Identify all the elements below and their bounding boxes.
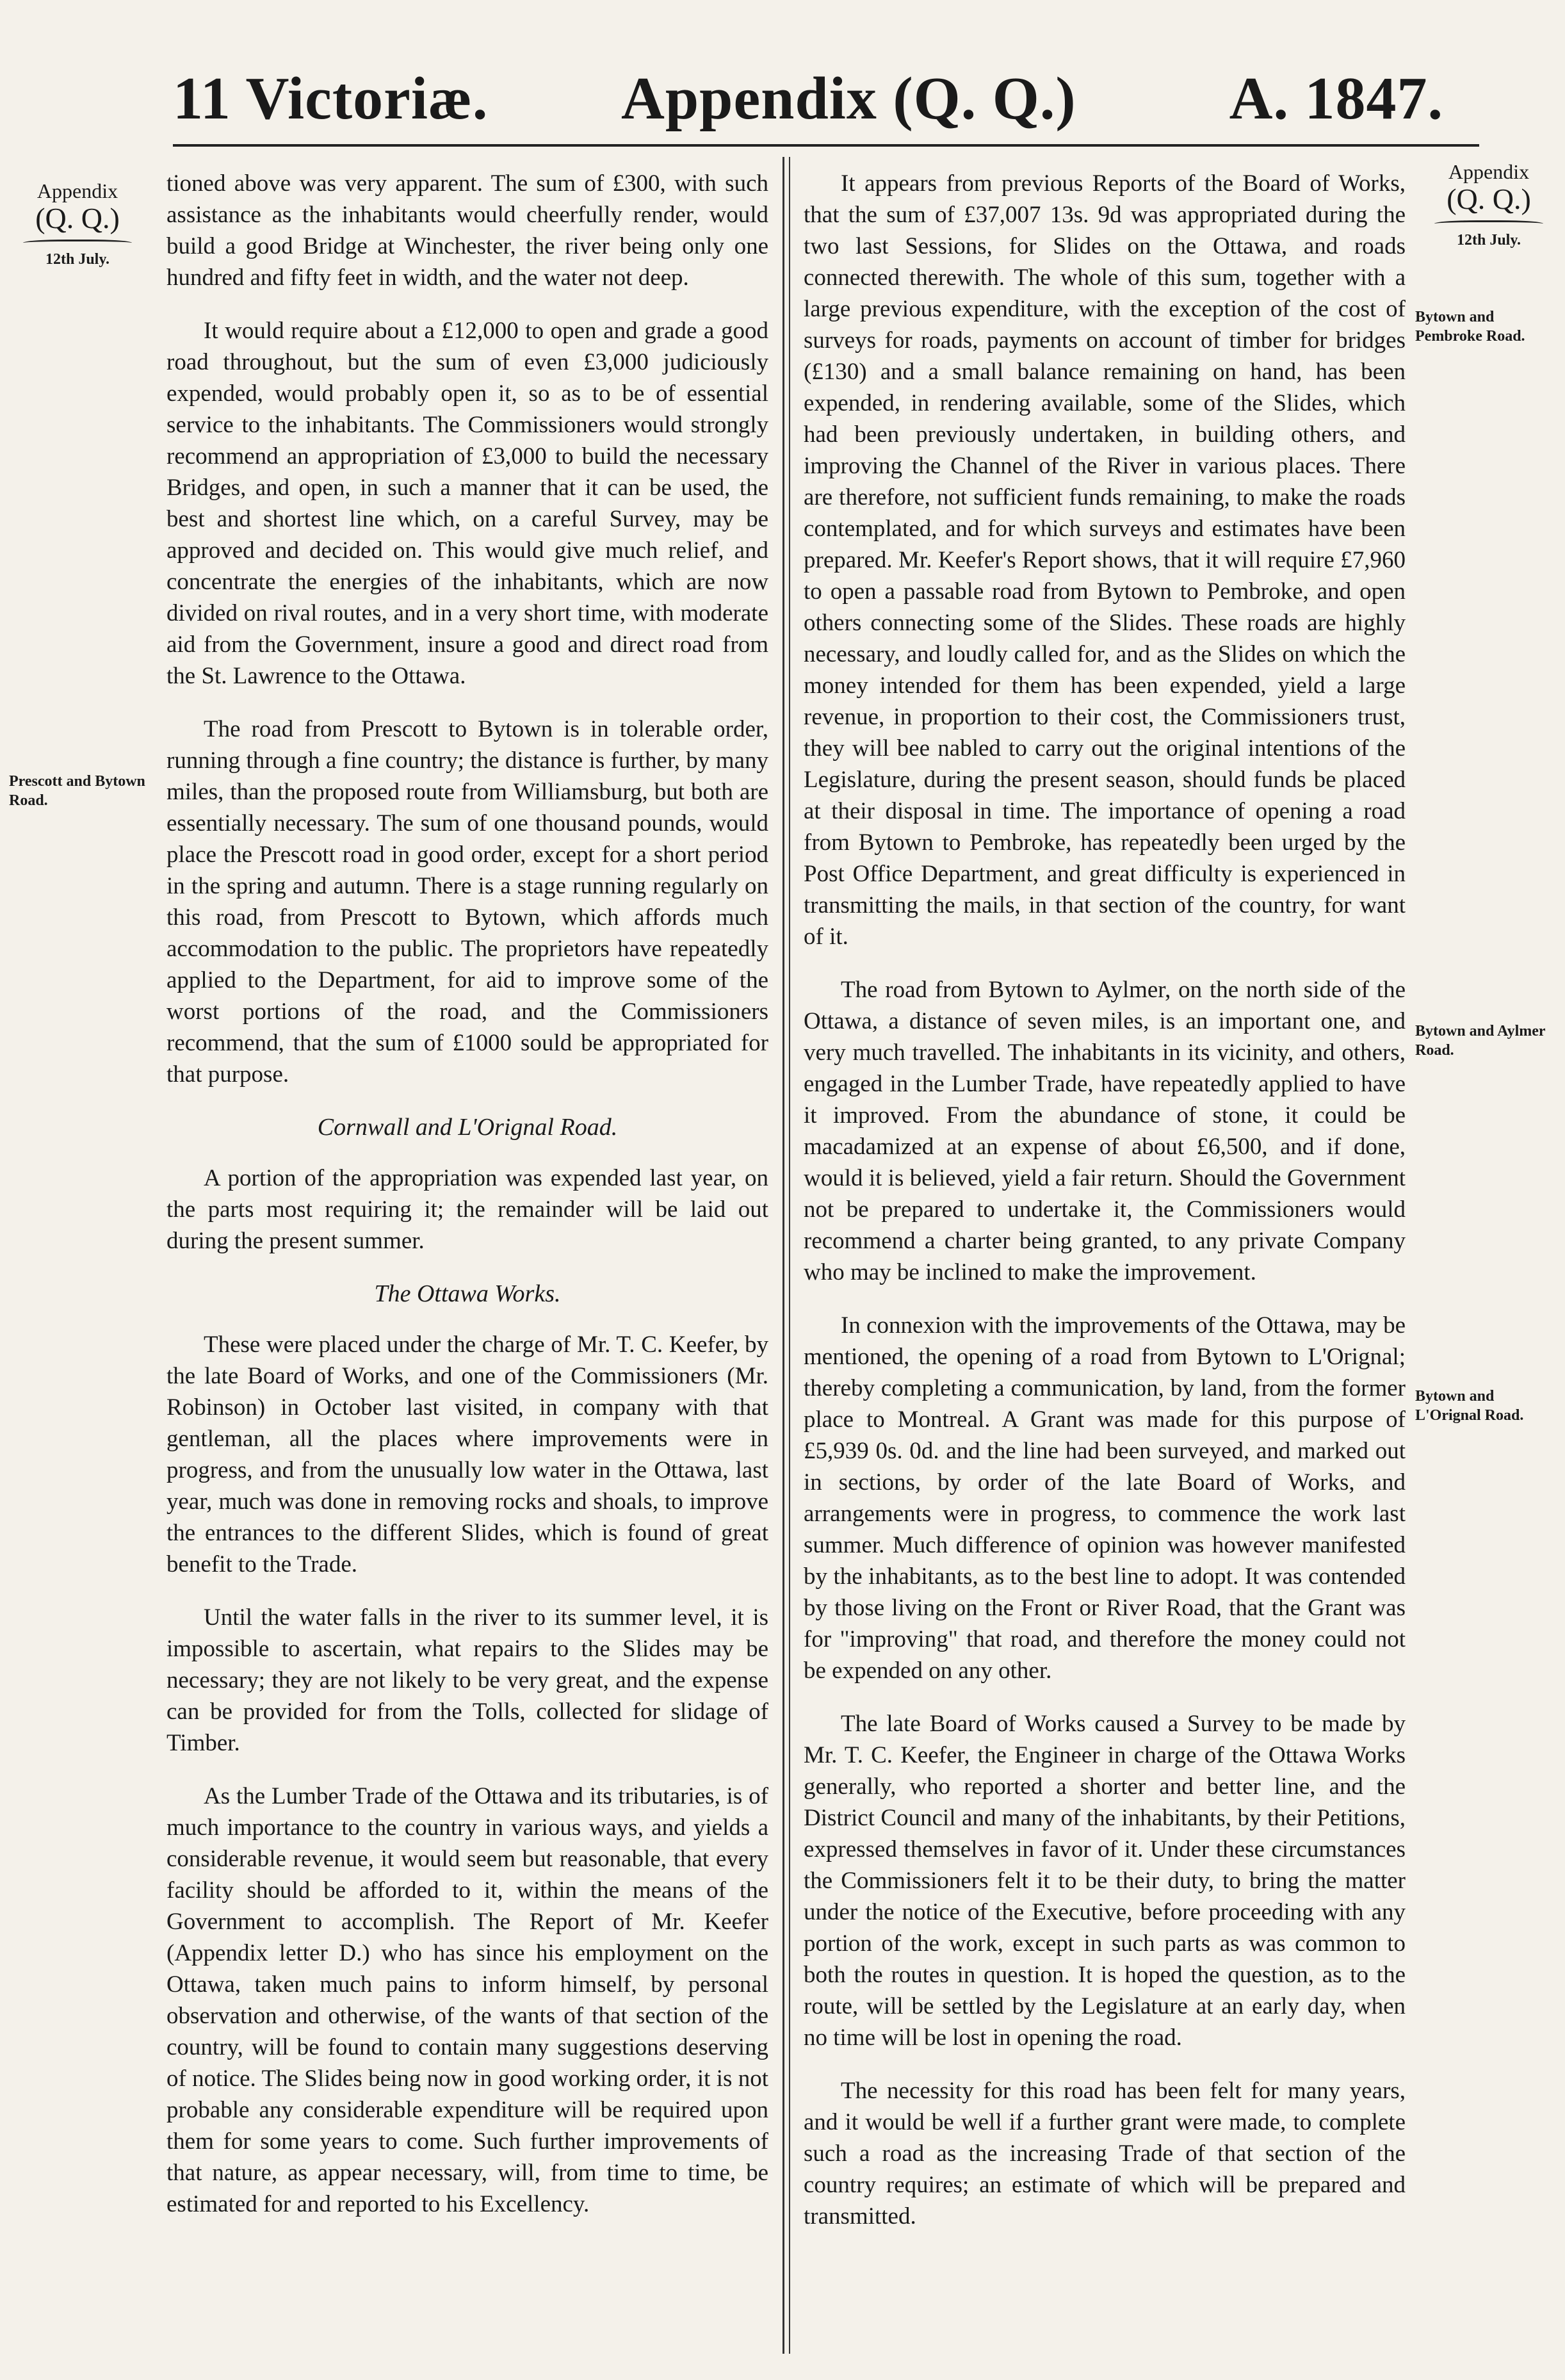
margin-appendix-word: Appendix (1448, 160, 1530, 183)
header-regnal-year: 11 Victoriæ. (173, 65, 489, 132)
margin-appendix-word: Appendix (36, 179, 118, 202)
paragraph: The road from Bytown to Aylmer, on the north side of the Ottawa, a distance of seven miles, is an important one, and very much travelled. The inhabitants in its vicinity, and others, engaged in the Lumber Trade, have repeatedly applied to have it improved. From the abundance of stone, it could be macadamized at an expense of about £6,500, and if done, would it is believed, yield a fair return. Should the Government not be prepared to undertake it, the Commissioners would recommend a charter being granted, to any private Company who may be inclined to make the improvement. (804, 977, 1406, 1285)
column-divider-inner (789, 157, 790, 2354)
margin-brace (1434, 220, 1543, 229)
paragraph: As the Lumber Trade of the Ottawa and its tributaries, is of much importance to the country in various ways, and yields a considerable revenue, it would seem but reasonable, that every facility should be afforded to it, within the means of the Government to accomplish. The Report of Mr. Keefer (Appendix letter D.) who has since his employment on the Ottawa, taken much pains to inform himself, by personal observation and otherwise, of the wants of that section of the country, will be found to contain many suggestions deserving of notice. The Slides being now in good working order, it is not probable any considerable expenditure will be required upon them for some years to come. Such further improvements of that nature, as appear necessary, will, from time to time, be estimated for and reported to his Excellency. (166, 1783, 768, 2217)
margin-appendix-label-left (4, 179, 151, 268)
paragraph: The necessity for this road has been felt for many years, and it would be well if a further grant were made, to complete such a road as the increasing Trade of that section of the country requires; an estimate of which will be prepared and transmitted. (804, 2078, 1406, 2229)
margin-date: 12th July. (45, 251, 110, 268)
margin-appendix-code: (Q. Q.) (35, 202, 120, 234)
header-year: A. 1847. (1229, 65, 1443, 132)
margin-note-aylmer: Bytown and Aylmer Road. (1415, 1023, 1546, 1059)
margin-date: 12th July. (1456, 232, 1521, 249)
right-column (804, 168, 1406, 2358)
header-rule (173, 144, 1479, 147)
header-appendix-title: Appendix (Q. Q.) (621, 65, 1076, 132)
paragraph: The late Board of Works caused a Survey to be made by Mr. T. C. Keefer, the Engineer in charge of the Ottawa Works generally, who reported a shorter and better line, and the District Council and many of the inhabitants, by their Petitions, expressed themselves in favor of it. Under these circumstances the Commissioners felt it to be their duty, to bring the matter under the notice of the Executive, before proceeding with any portion of the work, except in such parts as was common to both the routes in question. It is hoped the question, as to the route, will be settled by the Legislature at an early day, when no time will be lost in opening the road. (804, 1711, 1406, 2051)
paragraph: In connexion with the improvements of the Ottawa, may be mentioned, the opening of a road from Bytown to L'Orignal; thereby completing a communication, by land, from the former place to Montreal. A Grant was made for this purpose of £5,939 0s. 0d. and the line had been surveyed, and marked out in sections, by order of the late Board of Works, and arrangements were in progress, to commence the work last summer. Much difference of opinion was however manifested by the inhabitants, as to the best line to adopt. It was contended by those living on the Front or River Road, that the Grant was for "improving" that road, and therefore the money could not be expended on any other. (804, 1312, 1406, 1684)
margin-note-lorignal: Bytown and L'Orignal Road. (1415, 1388, 1524, 1424)
margin-brace (23, 240, 132, 248)
section-heading: The Ottawa Works. (374, 1280, 561, 1307)
left-column (166, 168, 768, 2358)
paragraph: These were placed under the charge of Mr. T. C. Keefer, by the late Board of Works, and one of the Commissioners (Mr. Robinson) in October last visited, in company with that gentleman, all the places where improvements were in progress, and from the unusually low water in the Ottawa, last year, much was done in removing rocks and shoals, to improve the entrances to the different Slides, which is found of great benefit to the Trade. (166, 1332, 768, 1577)
page-header (0, 38, 1565, 132)
margin-note-pembroke: Bytown and Pembroke Road. (1415, 309, 1525, 345)
paragraph: Until the water falls in the river to its summer level, it is impossible to ascertain, what repairs to the Slides may be necessary; they are not likely to be very great, and the expense can be provided for from the Tolls, collected for slidage of Timber. (166, 1604, 768, 1756)
margin-appendix-label-right (1415, 160, 1562, 249)
paragraph: It would require about a £12,000 to open and grade a good road throughout, but the sum of even £3,000 judiciously expended, would probably open it, so as to be of essential service to the inhabitants. The Commissioners would strongly recommend an appropriation of £3,000 to build the necessary Bridges, and open, in such a manner that it can be used, the best and shortest line which, on a careful Survey, may be approved and decided on. This would give much relief, and concentrate the energies of the inhabitants, which are now divided on rival routes, and in a very short time, with moderate aid from the Government, insure a good and direct road from the St. Lawrence to the Ottawa. (166, 318, 768, 689)
section-heading: Cornwall and L'Orignal Road. (317, 1114, 618, 1141)
column-divider (782, 157, 784, 2354)
margin-note-prescott: Prescott and Bytown Road. (9, 773, 145, 809)
paragraph: The road from Prescott to Bytown is in tolerable order, running through a fine country; the distance is further, by many miles, than the proposed route from Williamsburg, but both are essentially necessary. The sum of one thousand pounds, would place the Prescott road in good order, except for a short period in the spring and autumn. There is a stage running regularly on this road, from Prescott to Bytown, which affords much accommodation to the public. The proprietors have repeatedly applied to the Department, for aid to improve some of the worst portions of the road, and the Commissioners recommend, that the sum of £1000 sould be appropriated for that purpose. (166, 716, 768, 1088)
paragraph: A portion of the appropriation was expended last year, on the parts most requiring it; the remainder will be laid out during the present summer. (166, 1165, 768, 1254)
paragraph: It appears from previous Reports of the Board of Works, that the sum of £37,007 13s. 9d was appropriated during the two last Sessions, for Slides on the Ottawa, and roads connected therewith. The whole of this sum, together with a large previous expenditure, with the exception of the cost of surveys for roads, payments on account of timber for bridges (£130) and a small balance remaining on hand, has been expended, in rendering available, some of the Slides, which had been previously undertaken, in building others, and improving the Channel of the River in various places. There are therefore, not sufficient funds remaining, to make the roads contemplated, and for which surveys and estimates have been prepared. Mr. Keefer's Report shows, that it will require £7,960 to open a passable road from Bytown to Pembroke, and open others connecting some of the Slides. These roads are highly necessary, and loudly called for, and as the Slides on which the money intended for them has been expended, yield a large revenue, in proportion to their cost, the Commissioners trust, they will bee nabled to carry out the original intentions of the Legislature, during the present season, should funds be placed at their disposal in time. The importance of opening a road from Bytown to Pembroke, has repeatedly been urged by the Post Office Department, and great difficulty is experienced in transmitting the mails, in that section of the country, for want of it. (804, 170, 1406, 950)
margin-appendix-code: (Q. Q.) (1447, 183, 1531, 215)
paragraph: tioned above was very apparent. The sum of £300, with such assistance as the inhabitants would cheerfully render, would build a good Bridge at Winchester, the river being only one hundred and fifty feet in width, and the water not deep. (166, 170, 768, 291)
